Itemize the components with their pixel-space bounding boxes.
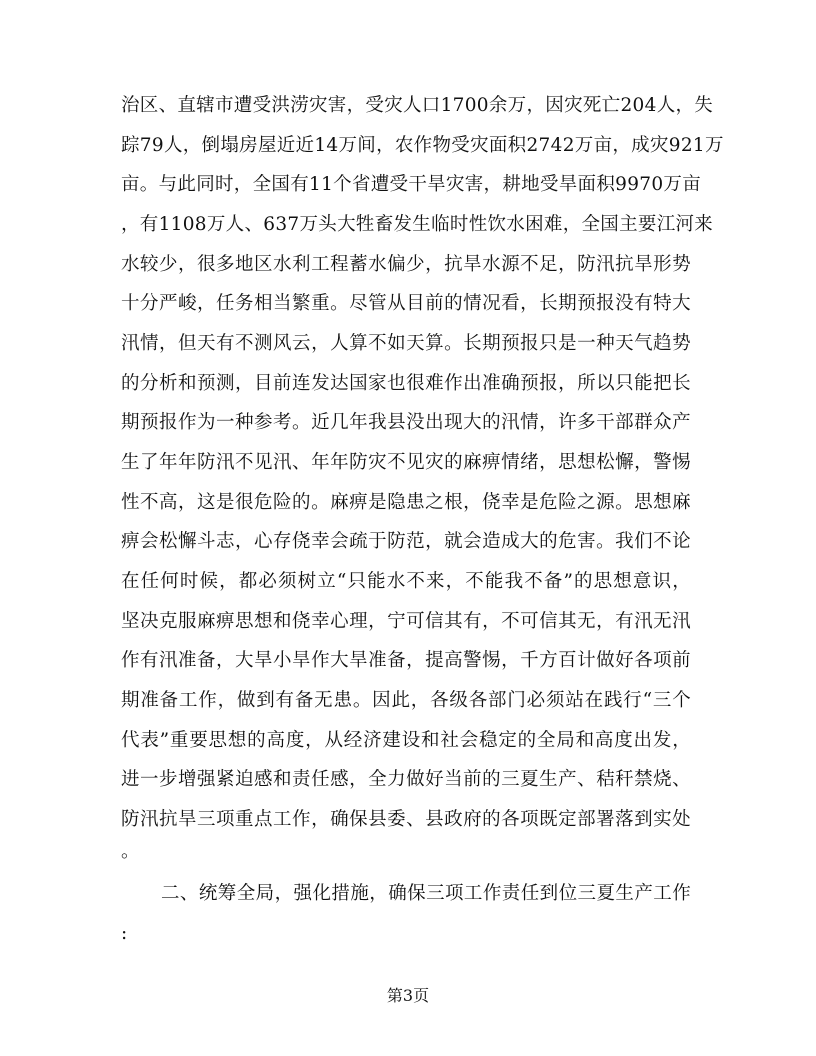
section-heading: 二、统筹全局，强化措施，确保三项工作责任到位三夏生产工作 [161,883,691,904]
body-text-line: 生了年年防汛不见汛、年年防灾不见灾的麻痹情绪，思想松懈，警惕 [121,452,691,473]
body-text-line: 水较少，很多地区水利工程蓄水偏少，抗旱水源不足，防汛抗旱形势 [121,254,691,275]
body-text-line: 期预报作为一种参考。近几年我县没出现大的汛情，许多干部群众产 [121,412,691,433]
body-text-line: 亩。与此同时，全国有11个省遭受干旱灾害，耕地受旱面积9970万亩 [121,174,702,195]
body-text-line: 汛情，但天有不测风云，人算不如天算。长期预报只是一种天气趋势 [121,333,691,354]
body-text-line: 坚决克服麻痹思想和侥幸心理，宁可信其有，不可信其无，有汛无汛 [121,611,691,632]
body-text-line: 进一步增强紧迫感和责任感，全力做好当前的三夏生产、秸秆禁烧、 [121,769,691,790]
section-heading-tail: : [121,923,128,944]
body-text-line: 。 [121,841,140,862]
body-text-line: 性不高，这是很危险的。麻痹是隐患之根，侥幸是危险之源。思想麻 [121,492,691,513]
page-number: 第3页 [386,986,430,1005]
body-text-line: 十分严峻，任务相当繁重。尽管从目前的情况看，长期预报没有特大 [121,293,691,314]
body-text-line: ，有1108万人、637万头大牲畜发生临时性饮水困难，全国主要江河来 [121,214,714,235]
body-text-line: 作有汛准备，大旱小旱作大旱准备，提高警惕，千方百计做好各项前 [121,650,691,671]
body-text-line: 在任何时候，都必须树立“只能水不来，不能我不备”的思想意识， [121,571,691,592]
body-text-line: 痹会松懈斗志，心存侥幸会疏于防范，就会造成大的危害。我们不论 [121,531,691,552]
body-text-line: 踪79人，倒塌房屋近近14万间，农作物受灾面积2742万亩，成灾921万 [121,135,724,156]
body-text-line: 期准备工作，做到有备无患。因此，各级各部门必须站在践行“三个 [121,690,691,711]
body-text-line: 代表”重要思想的高度，从经济建设和社会稳定的全局和高度出发， [121,730,691,751]
body-text-line: 防汛抗旱三项重点工作，确保县委、县政府的各项既定部署落到实处 [121,809,691,830]
body-text-line: 的分析和预测，目前连发达国家也很难作出准确预报，所以只能把长 [121,373,691,394]
body-text-line: 治区、直辖市遭受洪涝灾害，受灾人口1700余万，因灾死亡204人，失 [121,95,714,116]
